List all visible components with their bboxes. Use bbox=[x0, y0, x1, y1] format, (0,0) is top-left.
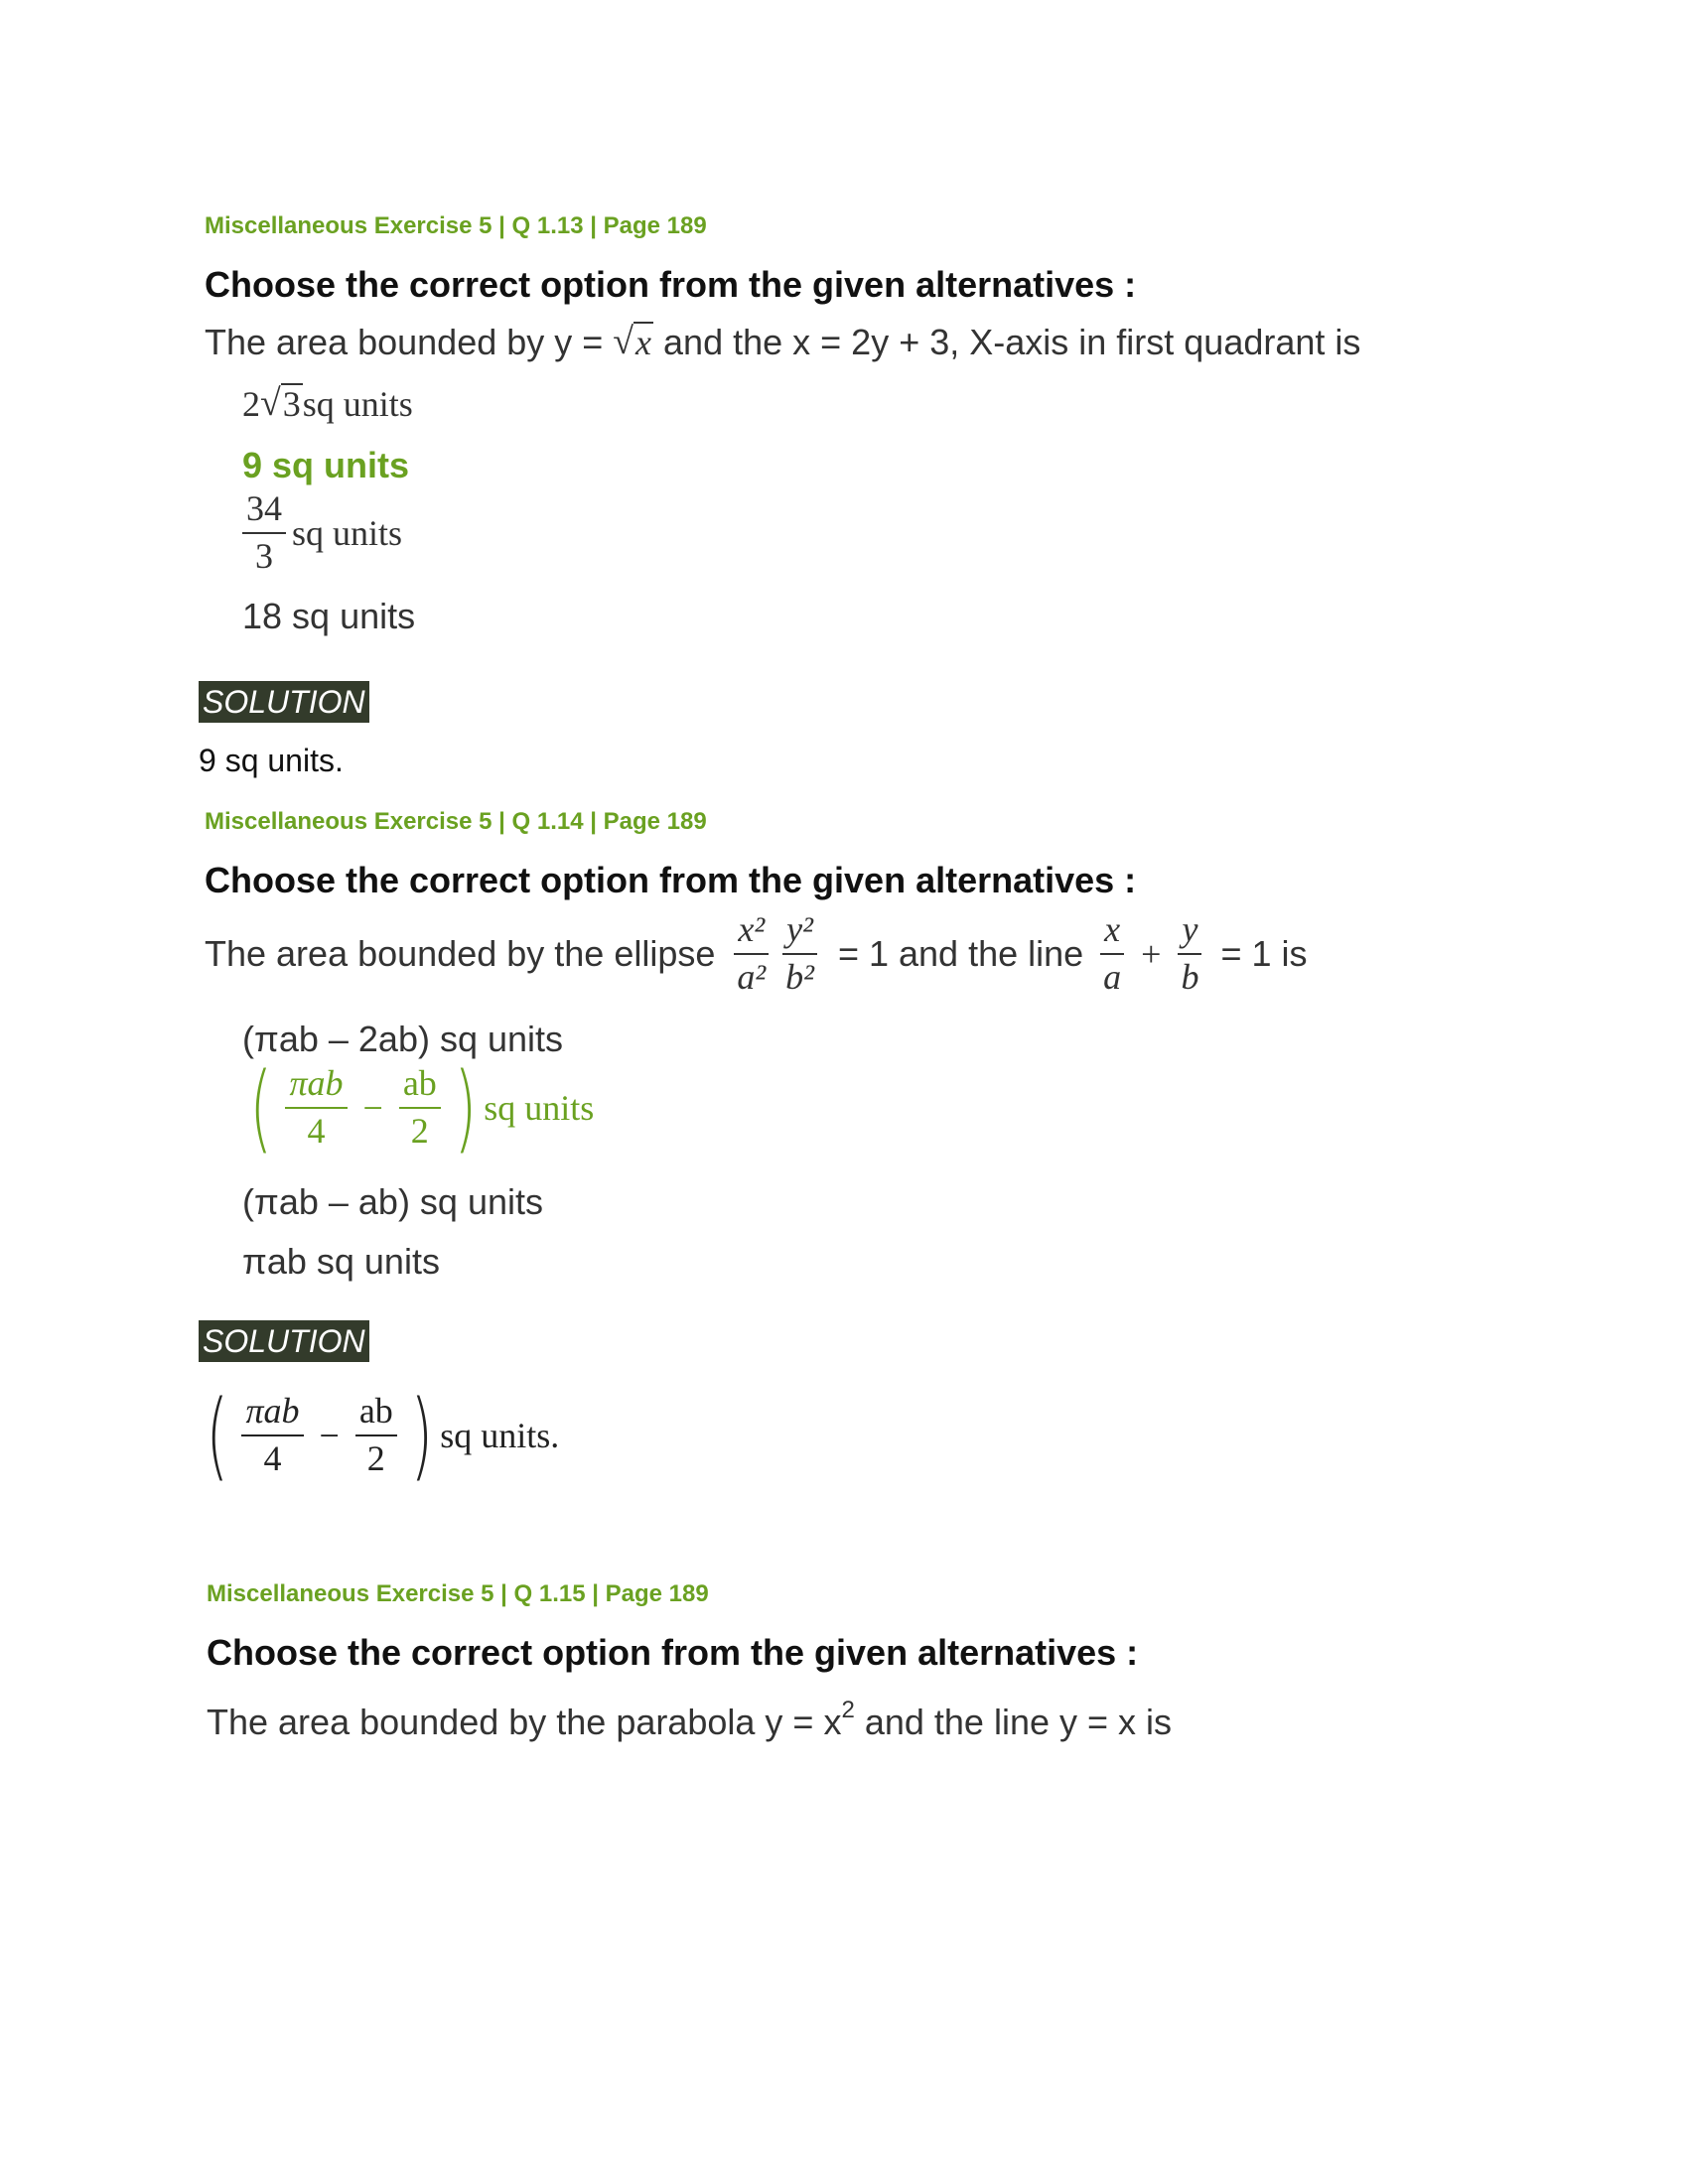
minus-sign: − bbox=[319, 1416, 340, 1455]
fraction-ab-2 bbox=[399, 1065, 441, 1151]
solution-badge: SOLUTION bbox=[199, 1320, 369, 1362]
option-2-unit: sq units bbox=[484, 1088, 595, 1128]
question-text-start: The area bounded by y = bbox=[205, 322, 604, 362]
option-3-unit: sq units bbox=[292, 512, 403, 553]
right-parenthesis: ) bbox=[410, 1380, 433, 1491]
option-3-fraction bbox=[242, 490, 286, 576]
question-text-1-14 bbox=[205, 911, 1308, 997]
solution-badge: SOLUTION bbox=[199, 681, 369, 723]
question-text-1-13 bbox=[205, 322, 1360, 363]
option-1[interactable] bbox=[242, 383, 413, 425]
question-reference-1-14[interactable]: Miscellaneous Exercise 5 | Q 1.14 | Page 189 bbox=[205, 808, 707, 835]
question-text-end: and the x = 2y + 3, X-axis in first quadrant is bbox=[663, 322, 1361, 362]
question-instruction-1-15: Choose the correct option from the given alternatives : bbox=[207, 1632, 1139, 1673]
numerator: y² bbox=[782, 911, 817, 955]
numerator: πab bbox=[241, 1393, 303, 1436]
minus-sign: − bbox=[362, 1088, 383, 1128]
solution-answer bbox=[199, 1380, 560, 1491]
denominator: b bbox=[1181, 956, 1199, 997]
solution-unit: sq units. bbox=[440, 1416, 560, 1455]
fraction-y-b bbox=[1177, 911, 1202, 997]
fraction-pi-ab-4 bbox=[241, 1393, 303, 1478]
question-text-1-15 bbox=[207, 1697, 1173, 1743]
solution-answer: 9 sq units. bbox=[199, 743, 344, 778]
right-parenthesis: ) bbox=[454, 1052, 477, 1163]
fraction-x2-a2 bbox=[733, 911, 770, 997]
option-2-correct[interactable]: 9 sq units bbox=[242, 445, 410, 485]
numerator: ab bbox=[399, 1065, 441, 1109]
denominator: b² bbox=[785, 956, 814, 997]
option-4[interactable]: 18 sq units bbox=[242, 596, 416, 636]
option-3[interactable]: (πab – ab) sq units bbox=[242, 1181, 543, 1222]
option-1-unit: sq units bbox=[302, 384, 413, 424]
question-text-end: and the line y = x is bbox=[864, 1702, 1173, 1742]
denominator: 4 bbox=[307, 1111, 326, 1151]
denominator: a bbox=[1103, 956, 1122, 997]
fraction-pi-ab-4 bbox=[285, 1065, 347, 1151]
plus-sign: + bbox=[1141, 933, 1162, 974]
fraction-ab-2 bbox=[355, 1393, 397, 1478]
question-reference-1-15[interactable]: Miscellaneous Exercise 5 | Q 1.15 | Page 189 bbox=[207, 1580, 709, 1607]
denominator: 4 bbox=[263, 1438, 282, 1478]
numerator: πab bbox=[285, 1065, 347, 1109]
sqrt-expression: √ x bbox=[613, 321, 652, 363]
option-1-coefficient: 2 bbox=[242, 384, 260, 424]
superscript-exponent: 2 bbox=[841, 1697, 855, 1723]
option-4[interactable]: πab sq units bbox=[242, 1241, 440, 1282]
left-parenthesis: ( bbox=[206, 1380, 228, 1491]
question-text-end: = 1 is bbox=[1220, 932, 1308, 974]
question-text-middle: = 1 and the line bbox=[837, 932, 1084, 974]
question-instruction-1-13: Choose the correct option from the given alternatives : bbox=[205, 264, 1137, 305]
radicand: x bbox=[635, 323, 652, 363]
option-1-radicand: 3 bbox=[282, 384, 301, 425]
numerator: x² bbox=[734, 911, 769, 955]
numerator: y bbox=[1178, 911, 1201, 955]
numerator: ab bbox=[355, 1393, 397, 1436]
option-1-sqrt: √ 3 bbox=[260, 382, 301, 425]
denominator: 2 bbox=[366, 1438, 385, 1478]
option-3[interactable] bbox=[242, 490, 402, 576]
question-instruction-1-14: Choose the correct option from the given alternatives : bbox=[205, 860, 1137, 900]
fraction-y2-b2 bbox=[781, 911, 818, 997]
option-3-denominator: 3 bbox=[255, 535, 273, 576]
option-3-numerator: 34 bbox=[242, 490, 286, 534]
option-2-correct[interactable] bbox=[242, 1052, 595, 1163]
question-reference-1-13[interactable]: Miscellaneous Exercise 5 | Q 1.13 | Page 189 bbox=[205, 212, 707, 239]
option-1[interactable]: (πab – 2ab) sq units bbox=[242, 1019, 564, 1059]
left-parenthesis: ( bbox=[249, 1052, 272, 1163]
question-text-start: The area bounded by the ellipse bbox=[205, 932, 716, 974]
numerator: x bbox=[1100, 911, 1124, 955]
question-text-start: The area bounded by the parabola y = x bbox=[207, 1702, 842, 1742]
fraction-x-a bbox=[1099, 911, 1125, 997]
denominator: 2 bbox=[410, 1111, 429, 1151]
denominator: a² bbox=[737, 956, 767, 997]
